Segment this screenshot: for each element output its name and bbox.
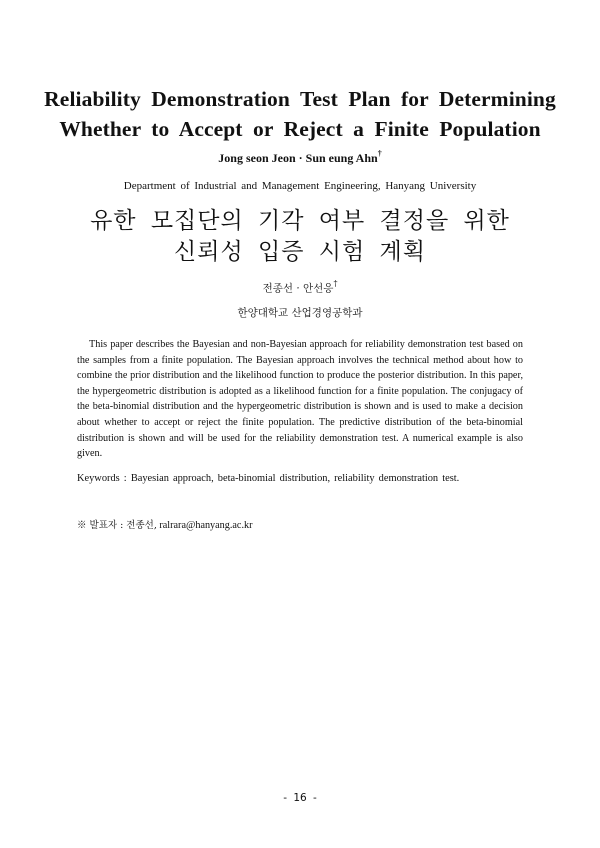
korean-title	[0, 206, 600, 268]
keywords	[77, 473, 523, 484]
author-names	[0, 150, 600, 166]
title-line-1: Reliability Demonstration Test Plan for Determining	[44, 87, 556, 111]
korean-corresponding-author-mark: †	[333, 279, 338, 288]
presenter-email: ralrara@hanyang.ac.kr	[159, 520, 253, 531]
presenter-footnote	[77, 517, 523, 531]
presenter-label: ※ 발표자 : 전종선,	[77, 520, 157, 531]
korean-affiliation: 한양대학교 산업경영공학과	[237, 307, 363, 319]
author-list: Jong seon Jeon · Sun eung Ahn	[218, 151, 378, 165]
keywords-list: Bayesian approach, beta-binomial distribution, reliability demonstration test.	[130, 473, 460, 484]
affiliation: Department of Industrial and Management Engineering, Hanyang University	[123, 180, 477, 192]
paper-title	[0, 84, 600, 144]
abstract-text: This paper describes the Bayesian and non-Bayesian approach for reliability demonstration test based on the samples from a finite population. The Bayesian approach involves the technical method about how to combine the prior distribution and the likelihood function to produce the posterior distribution. In this paper, the hypergeometric distribution is adopted as a likelihood function for a finite population. The conjugacy of the beta-binomial distribution and the hypergeometric distribution is shown and is used to make a decision about whether to accept or reject the finite population. The predictive distribution of the beta-binomial distribution is shown and will be used for the reliability demonstration test. A numerical example is also given.	[77, 339, 523, 460]
korean-author-list: 전종선 · 안선응	[262, 282, 334, 295]
title-line-2: Whether to Accept or Reject a Finite Population	[59, 117, 541, 141]
corresponding-author-mark: †	[377, 149, 382, 158]
page-number: - 16 -	[283, 792, 317, 804]
korean-title-line-1: 유한 모집단의 기각 여부 결정을 위한	[90, 208, 510, 234]
korean-author-names	[0, 280, 600, 296]
korean-title-line-2: 신뢰성 입증 시험 계획	[174, 239, 426, 265]
keywords-label: Keywords :	[77, 473, 127, 484]
